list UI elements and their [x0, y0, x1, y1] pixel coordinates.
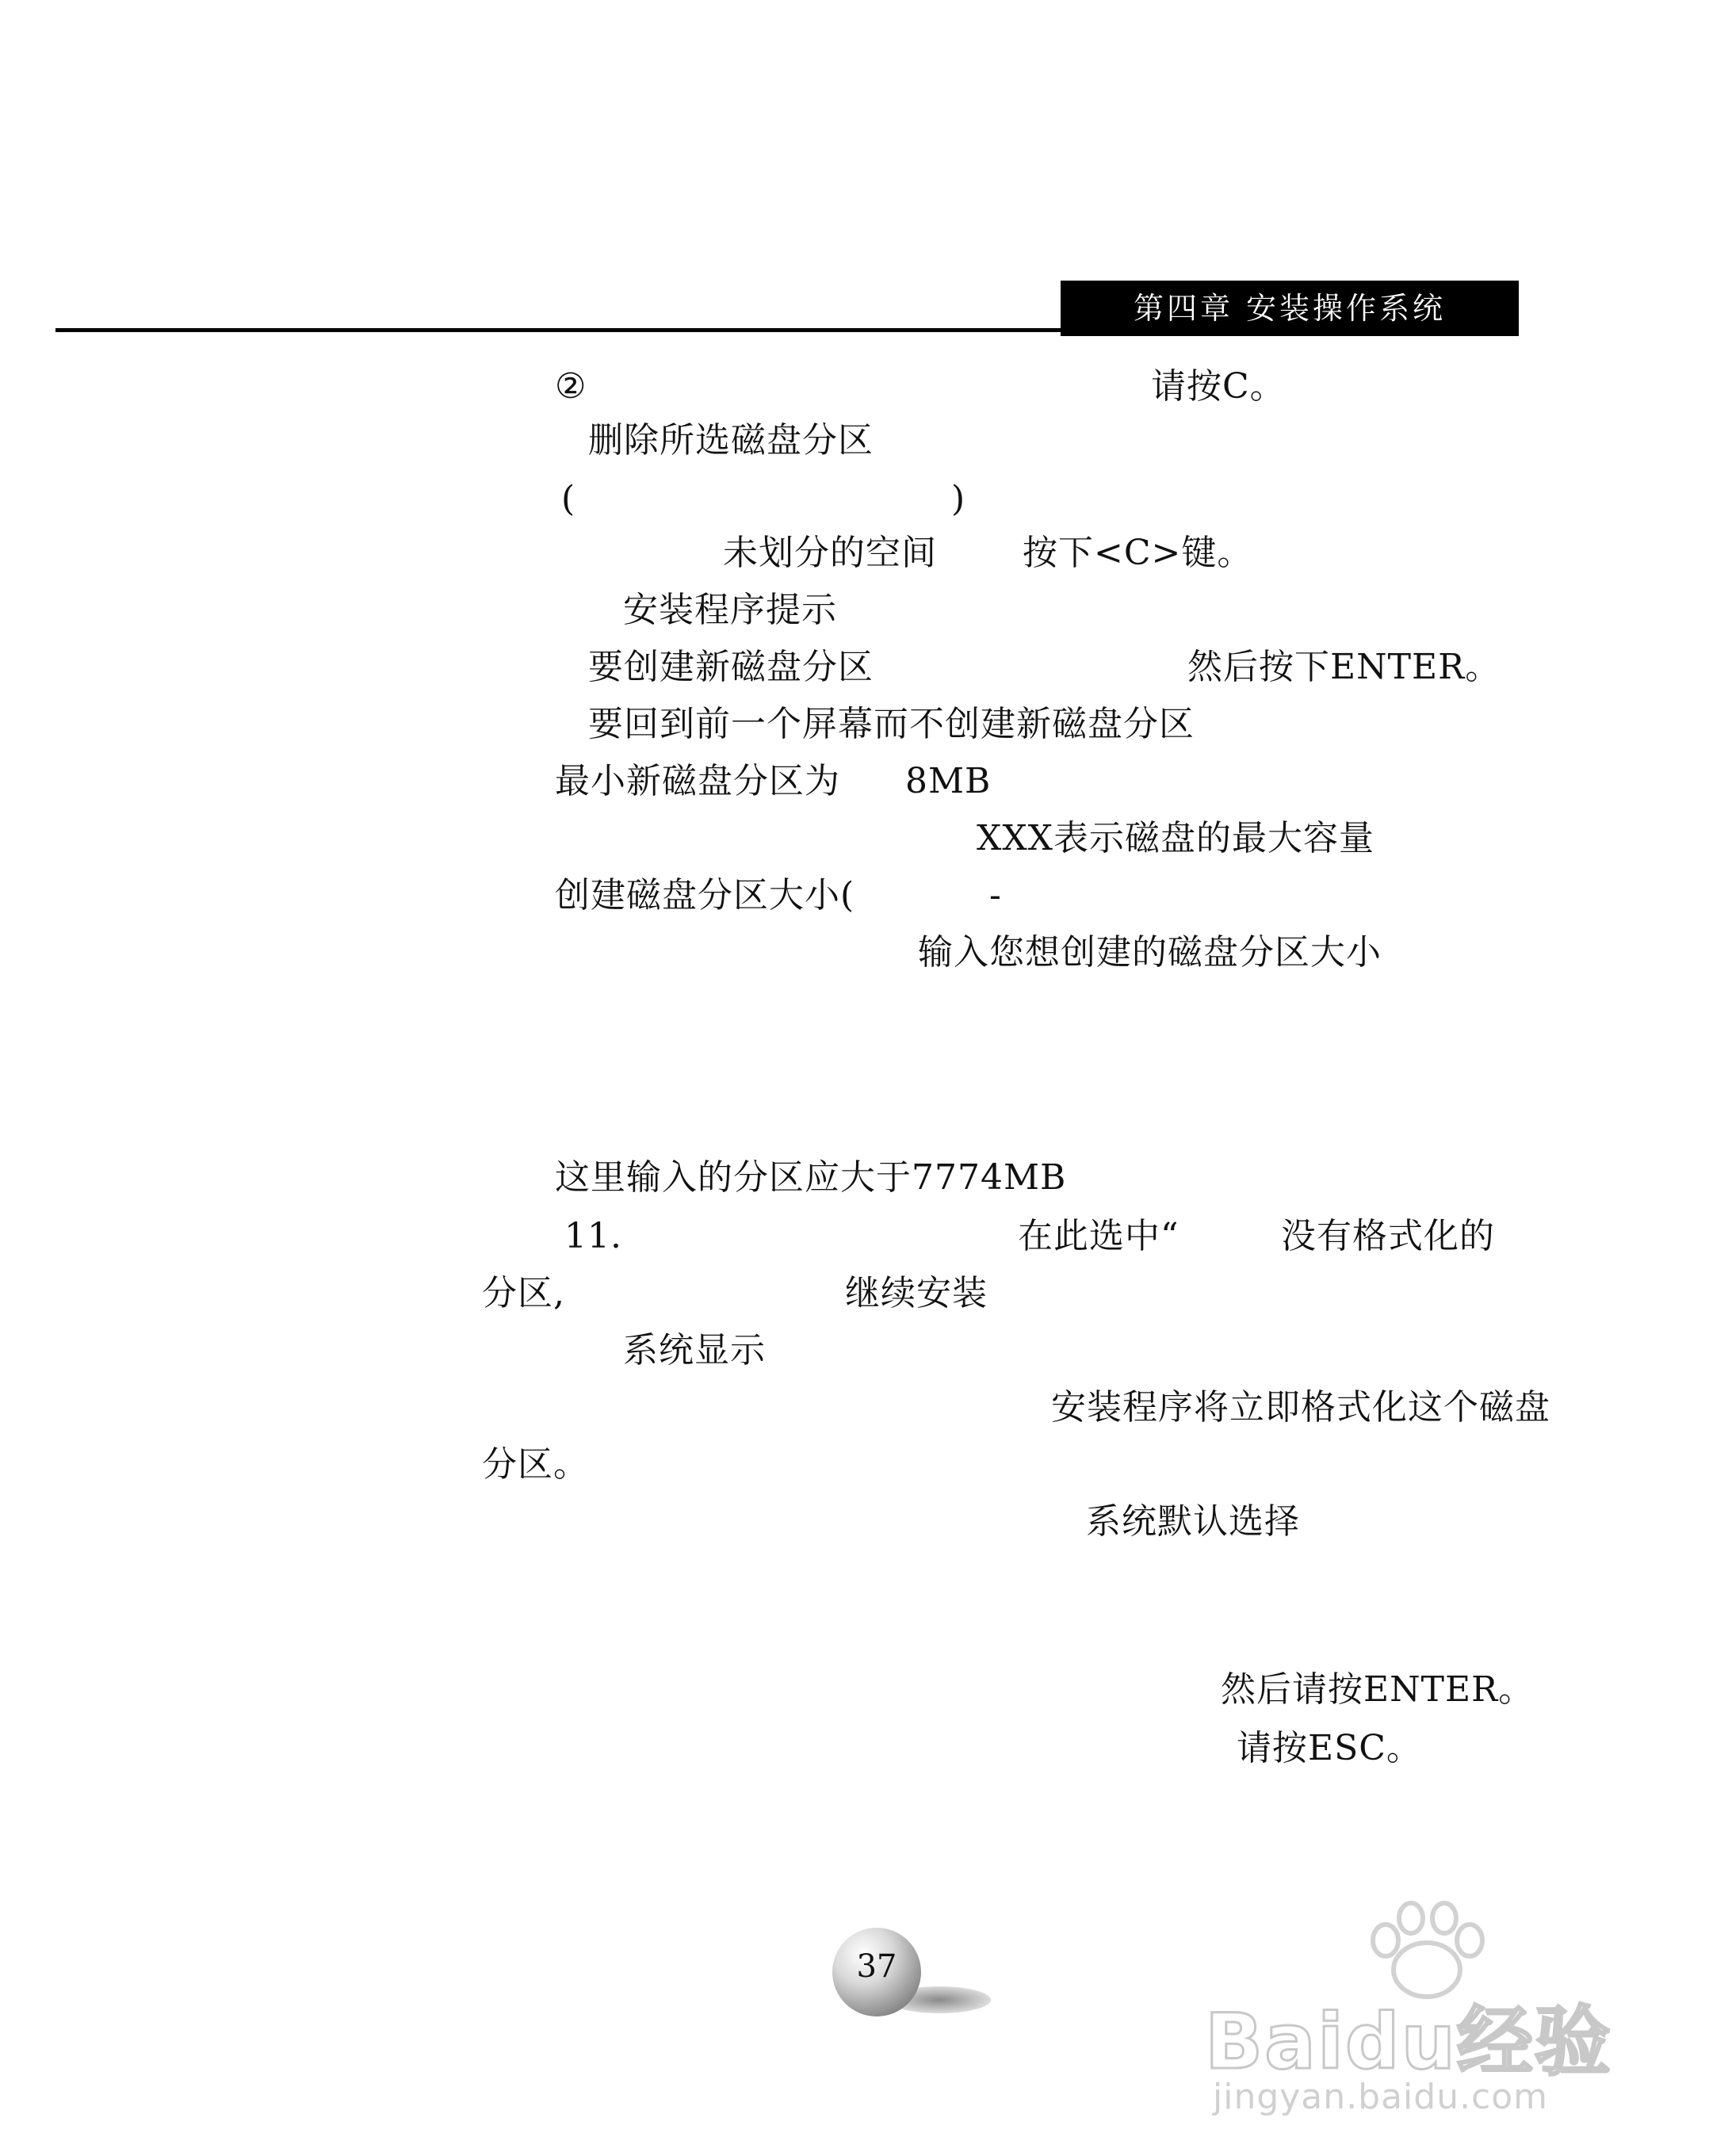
text-line: 按下<C>键。: [1023, 533, 1253, 573]
header-rule: [55, 328, 1086, 332]
text-line: 没有格式化的: [1281, 1216, 1495, 1256]
text-line: 系统显示: [623, 1330, 766, 1370]
text-line: 安装程序提示: [623, 590, 837, 630]
text-line: 输入您想创建的磁盘分区大小: [918, 932, 1382, 973]
text-line: 要回到前一个屏幕而不创建新磁盘分区: [588, 704, 1195, 744]
text-line: 分区。: [482, 1444, 589, 1485]
text-line: 系统默认选择: [1086, 1501, 1300, 1542]
page-number-badge: [832, 1928, 921, 2016]
paren-open: (: [561, 479, 576, 519]
text-line: 未划分的空间: [723, 533, 937, 573]
text-line: 这里输入的分区应大于7774MB: [555, 1157, 1067, 1198]
text-line: 最小新磁盘分区为: [555, 761, 840, 801]
page-number: 37: [856, 1948, 897, 1985]
baidu-watermark: [1205, 1894, 1617, 2132]
text-line: 继续安装: [845, 1273, 988, 1313]
text-line: 然后请按ENTER。: [1221, 1669, 1535, 1710]
text-line: -: [989, 875, 1002, 916]
text-line: XXX表示磁盘的最大容量: [977, 818, 1374, 858]
text-line: 删除所选磁盘分区: [588, 420, 874, 461]
text-line: 请按ESC。: [1237, 1728, 1422, 1768]
text-line: 8MB: [905, 761, 992, 801]
circled-number: ②: [555, 366, 587, 407]
text-line: 请按C。: [1151, 366, 1286, 407]
text-line: 然后按下ENTER。: [1187, 647, 1501, 687]
watermark-brand: Baidu经验: [1205, 1997, 1612, 2086]
text-line: 安装程序将立即格式化这个磁盘: [1051, 1387, 1550, 1428]
text-line: 在此选中“: [1018, 1216, 1179, 1256]
text-line: 要创建新磁盘分区: [588, 647, 874, 687]
text-line: 创建磁盘分区大小(: [555, 875, 855, 916]
paren-close: ): [951, 479, 966, 519]
chapter-header: 第四章 安装操作系统: [1061, 281, 1519, 336]
text-line: 分区,: [482, 1273, 565, 1313]
watermark-url: jingyan.baidu.com: [1213, 2077, 1549, 2117]
list-number: 11.: [564, 1216, 622, 1256]
